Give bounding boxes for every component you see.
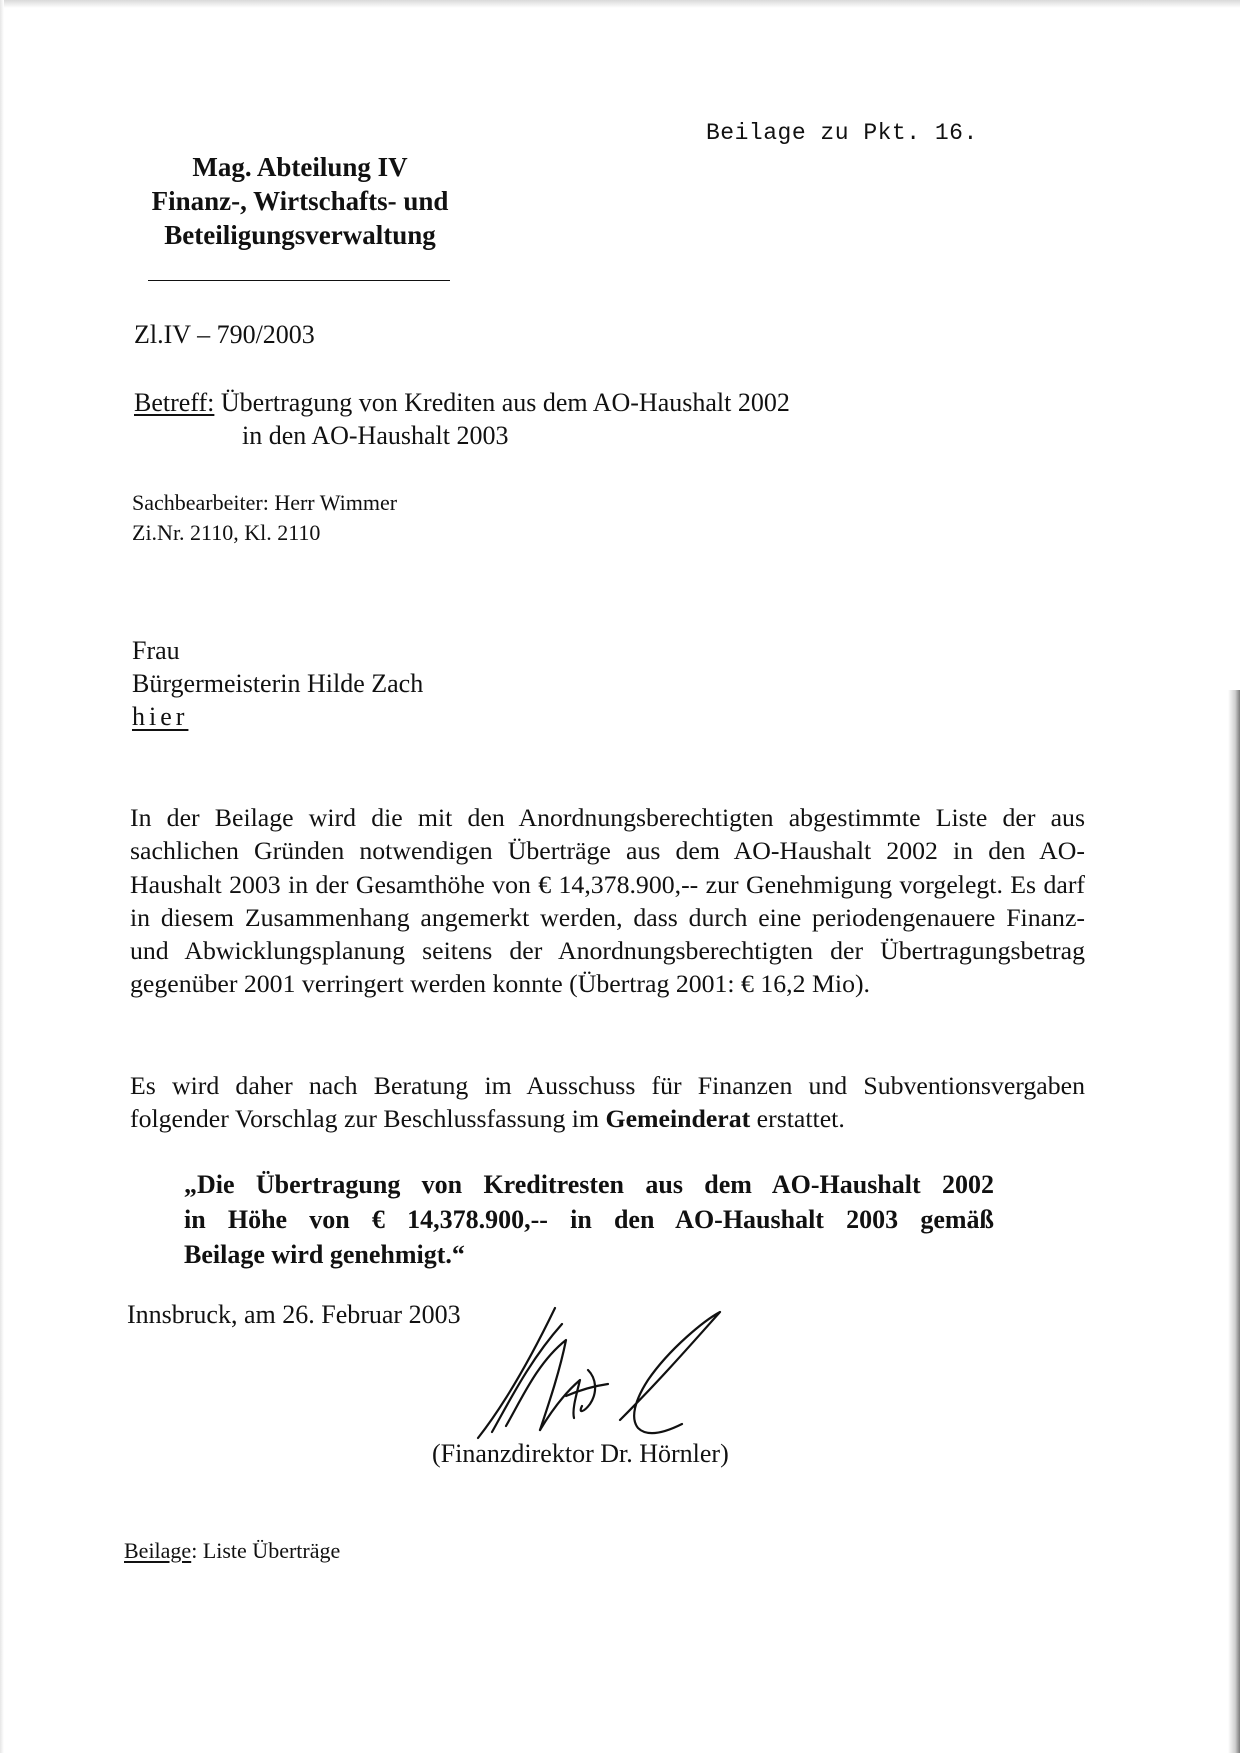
paragraph-2-text: Es wird daher nach Beratung im Ausschuss für Finanzen und Subventionsvergaben folgender Vorschlag zur Beschlussfassung im <box>130 1071 1085 1134</box>
paragraph-2-bold: Gemeinderat <box>605 1104 751 1134</box>
subject-block <box>134 386 790 452</box>
proposal-line-3: Beilage wird genehmigt.“ <box>184 1240 465 1269</box>
handwritten-signature <box>470 1300 740 1450</box>
department-heading <box>120 150 480 252</box>
subject-line-1: Übertragung von Krediten aus dem AO-Haushalt 2002 <box>220 388 790 417</box>
scan-edge-top <box>0 0 1240 8</box>
clerk-room: Zi.Nr. 2110, Kl. 2110 <box>132 520 321 545</box>
department-line-3: Beteiligungsverwaltung <box>164 220 436 250</box>
department-line-1: Mag. Abteilung IV <box>192 152 408 182</box>
attachment-reference: Beilage zu Pkt. 16. <box>706 120 978 146</box>
reference-number: Zl.IV – 790/2003 <box>134 320 315 349</box>
body-paragraph-1: In der Beilage wird die mit den Anordnungsberechtigten abgestimmte Liste der aus sachlichen Gründen notwendigen Überträge aus dem AO-Haushalt 2002 in den AO-Haushalt 2003 in der Gesamthöhe von € 14,378.900,-- zur Genehmigung vorgelegt. Es darf in diesem Zusammenhang angemerkt werden, dass durch eine periodengenauere Finanz- und Abwicklungsplanung seitens der Anordnungsberechtigten der Übertragungsbetrag gegenüber 2001 verringert werden konnte (Übertrag 2001: € 16,2 Mio). <box>130 803 1085 999</box>
clerk-name: Sachbearbeiter: Herr Wimmer <box>132 490 398 515</box>
addressee-location: hier <box>132 702 189 731</box>
clerk-block <box>132 488 397 548</box>
subject-label: Betreff: <box>134 388 215 417</box>
department-divider <box>148 280 450 281</box>
addressee-salutation: Frau <box>132 636 180 665</box>
subject-line-2: in den AO-Haushalt 2003 <box>242 421 509 450</box>
addressee-name: Bürgermeisterin Hilde Zach <box>132 669 424 698</box>
scan-edge-left <box>0 0 4 1753</box>
scan-edge-right <box>1228 690 1240 1753</box>
department-line-2: Finanz-, Wirtschafts- und <box>151 186 449 216</box>
enclosure-label: Beilage <box>124 1538 192 1563</box>
proposal-line-2: in Höhe von € 14,378.900,-- in den AO-Haushalt 2003 gemäß <box>184 1205 994 1234</box>
body-paragraph-2 <box>130 1069 1085 1136</box>
enclosure-text: : Liste Überträge <box>191 1538 341 1563</box>
addressee-block <box>132 634 423 733</box>
proposal-line-1: „Die Übertragung von Kreditresten aus dem AO-Haushalt 2002 <box>184 1170 994 1199</box>
paragraph-2-end: erstattet. <box>756 1104 845 1134</box>
enclosure-note <box>124 1538 340 1564</box>
signer-name: (Finanzdirektor Dr. Hörnler) <box>432 1439 729 1468</box>
place-date: Innsbruck, am 26. Februar 2003 <box>127 1300 461 1329</box>
resolution-proposal <box>184 1167 994 1272</box>
